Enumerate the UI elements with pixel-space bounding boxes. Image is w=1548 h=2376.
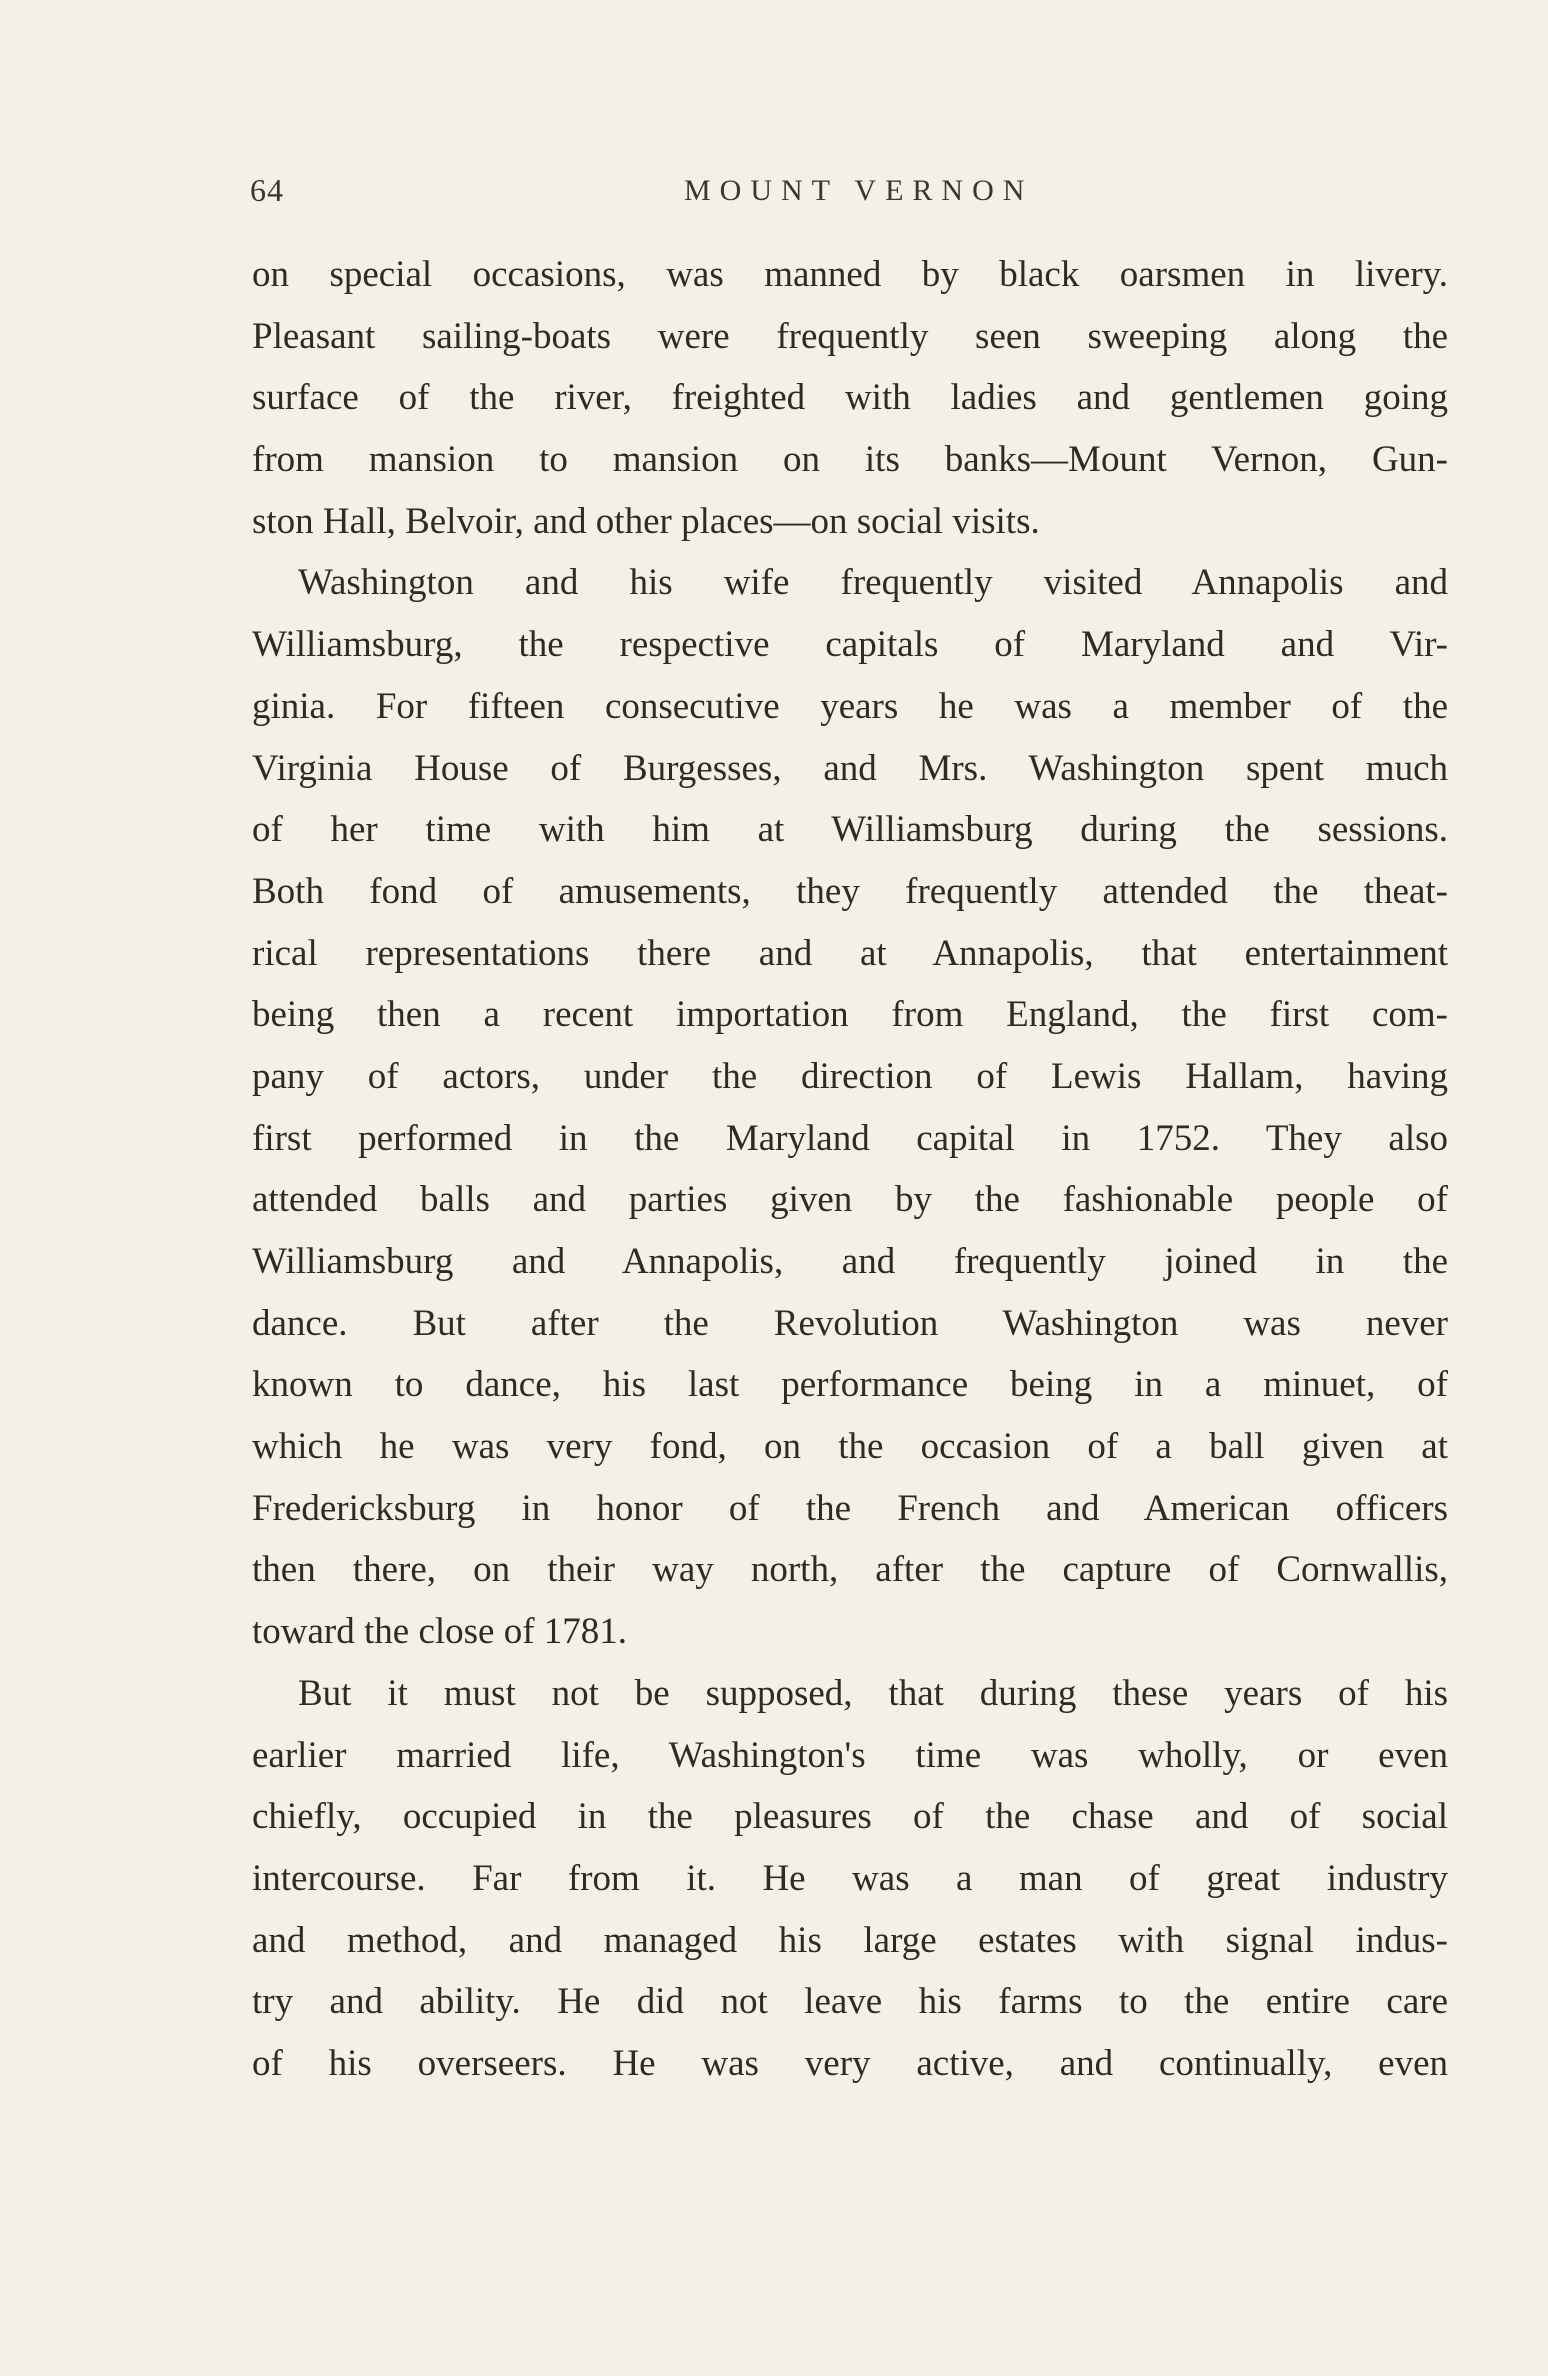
text-line: then there, on their way north, after the capture of Cornwallis, — [252, 1549, 1448, 1591]
body-text — [252, 244, 1448, 2095]
text-line: Virginia House of Burgesses, and Mrs. Washington spent much — [252, 747, 1448, 789]
text-line: first performed in the Maryland capital in 1752. They also — [252, 1117, 1448, 1159]
text-line: and method, and managed his large estates with signal indus- — [252, 1919, 1448, 1961]
text-line: surface of the river, freighted with ladies and gentlemen going — [252, 377, 1448, 419]
text-line: chiefly, occupied in the pleasures of the chase and of social — [252, 1796, 1448, 1838]
text-line: pany of actors, under the direction of Lewis Hallam, having — [252, 1055, 1448, 1097]
text-line: Both fond of amusements, they frequently attended the theat- — [252, 870, 1448, 912]
text-line: Fredericksburg in honor of the French and American officers — [252, 1487, 1448, 1529]
text-line: ston Hall, Belvoir, and other places—on social visits. — [252, 500, 1040, 542]
text-line: being then a recent importation from England, the first com- — [252, 994, 1448, 1036]
text-line: ginia. For fifteen consecutive years he was a member of the — [252, 685, 1448, 727]
text-line: But it must not be supposed, that during these years of his — [298, 1672, 1448, 1714]
text-line: Williamsburg and Annapolis, and frequently joined in the — [252, 1241, 1448, 1282]
text-line: try and ability. He did not leave his farms to the entire care — [252, 1981, 1448, 2023]
text-line: dance. But after the Revolution Washington was never — [252, 1302, 1448, 1344]
text-line: rical representations there and at Annapolis, that entertainment — [252, 932, 1448, 974]
text-line: Washington and his wife frequently visited Annapolis and — [298, 562, 1448, 604]
text-line: of his overseers. He was very active, and continually, even — [252, 2042, 1448, 2084]
text-line: from mansion to mansion on its banks—Mount Vernon, Gun- — [252, 439, 1448, 481]
text-line: of her time with him at Williamsburg during the sessions. — [252, 809, 1448, 851]
text-line: Williamsburg, the respective capitals of Maryland and Vir- — [252, 624, 1448, 666]
text-line: on special occasions, was manned by black oarsmen in livery. — [252, 254, 1448, 295]
running-title: MOUNT VERNON — [684, 174, 1034, 207]
page-number: 64 — [250, 172, 284, 208]
text-line: earlier married life, Washington's time was wholly, or even — [252, 1734, 1448, 1776]
text-line: intercourse. Far from it. He was a man of great industry — [252, 1857, 1448, 1899]
text-line: attended balls and parties given by the fashionable people of — [252, 1179, 1448, 1221]
text-line: which he was very fond, on the occasion of a ball given at — [252, 1426, 1448, 1468]
text-line: known to dance, his last performance being in a minuet, of — [252, 1364, 1448, 1406]
text-line: toward the close of 1781. — [252, 1611, 628, 1653]
text-line: Pleasant sailing-boats were frequently seen sweeping along the — [252, 315, 1448, 357]
page-header — [250, 172, 1450, 222]
